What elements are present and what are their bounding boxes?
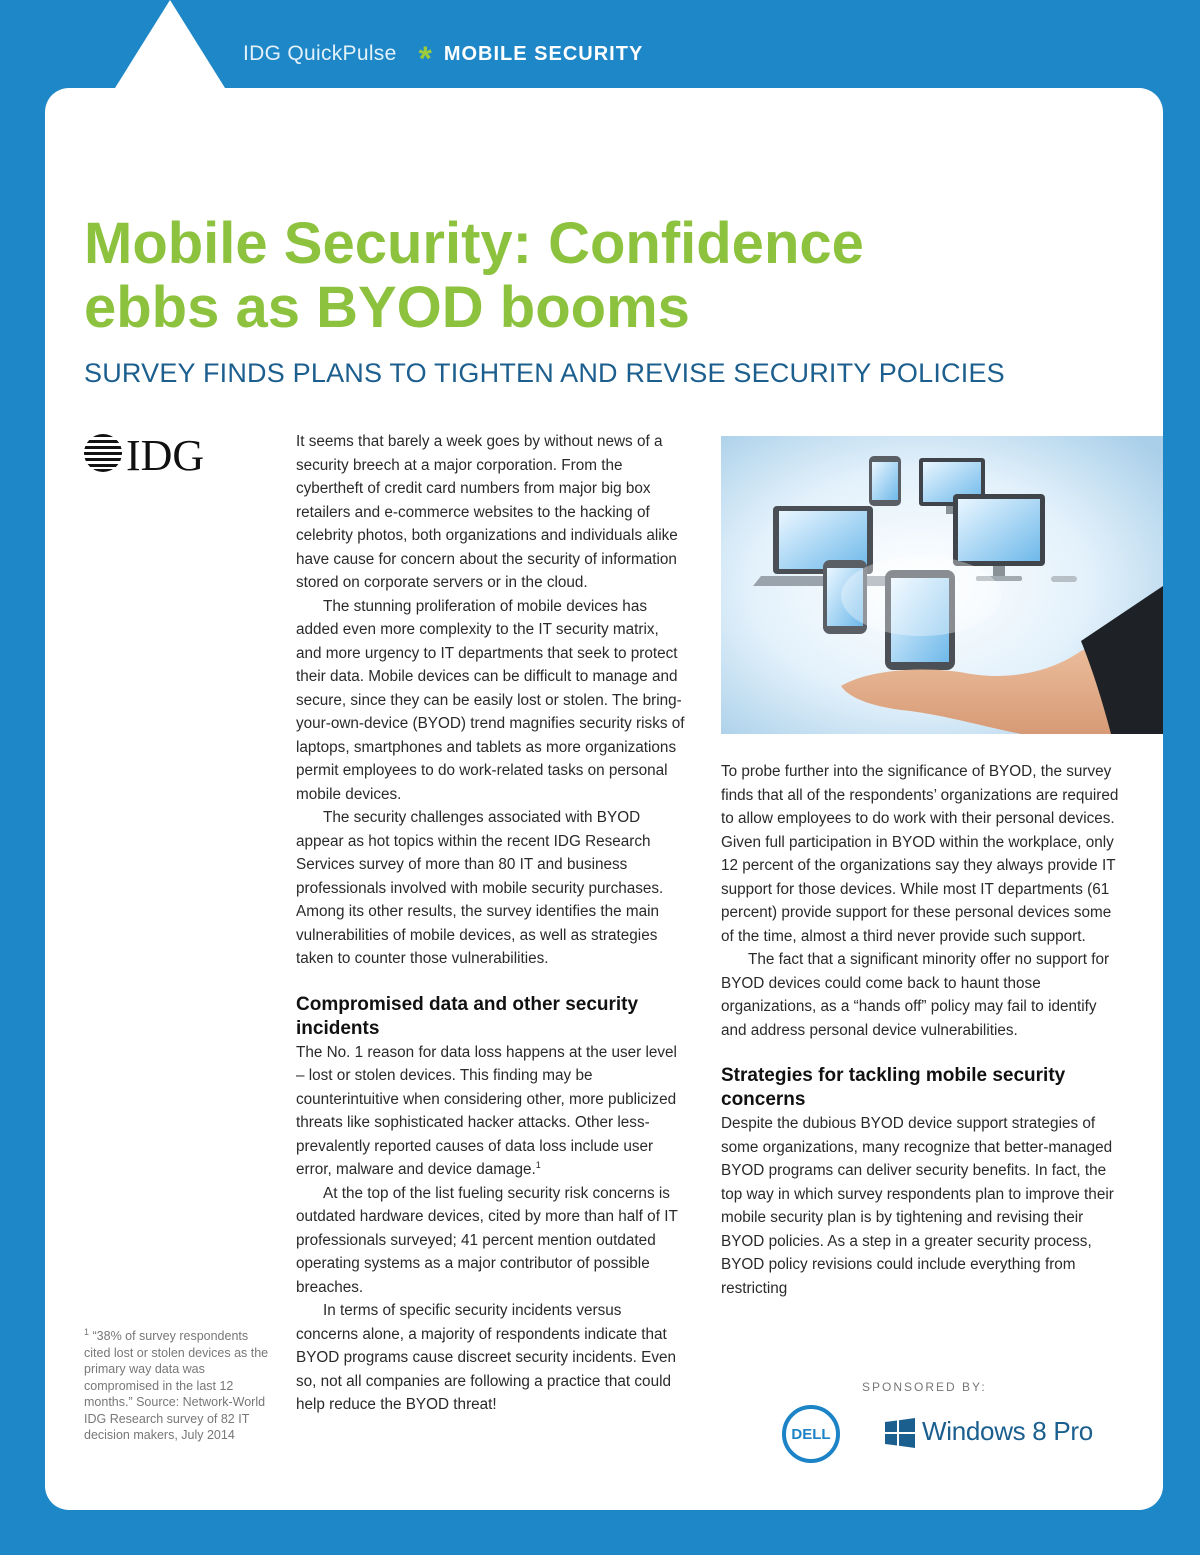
paragraph: To probe further into the significance of BYOD, the survey finds that all of the respondents’ organizations are required to allow employees to do work with their personal devices. Given full participation in BYOD within the workplace, only 12 percent of the organizations say they always provide IT support for those devices. While most IT departments (61 percent) provide support for these personal devices some of the time, almost a third never provide such support. <box>721 763 1119 945</box>
page-title: Mobile Security: Confidence ebbs as BYOD booms <box>84 211 864 340</box>
svg-text:DELL: DELL <box>791 1426 831 1443</box>
paragraph: Despite the dubious BYOD device support strategies of some organizations, many recognize that better-managed BYOD programs can deliver security benefits. In fact, the top way in which survey respondents plan to improve their mobile security plan is by tightening and revising their BYOD policies. As a step in a greater security process, BYOD policy revisions could include everything from restricting <box>721 1115 1114 1297</box>
section-name: MOBILE SECURITY <box>443 42 644 65</box>
section-heading: Compromised data and other security incidents <box>296 993 639 1039</box>
dell-logo[interactable] <box>781 1404 841 1464</box>
header-bar <box>243 40 644 78</box>
article-column-1 <box>296 430 686 1417</box>
section-heading: Strategies for tackling mobile security concerns <box>721 1065 1066 1110</box>
brand-name: IDG QuickPulse <box>243 42 397 65</box>
idg-logo <box>82 432 227 474</box>
paragraph: It seems that barely a week goes by without news of a security breech at a major corporation. From the cybertheft of credit card numbers from major big box retailers and e-commerce websites to the hacking of celebrity photos, both organizations and individuals alike have cause for concern about the security of information stored on corporate servers or in the cloud. <box>296 433 678 591</box>
windows-8-pro-logo[interactable]: Windows 8 Pro <box>922 1416 1093 1446</box>
article-column-2 <box>721 760 1121 1300</box>
paragraph: The security challenges associated with BYOD appear as hot topics within the recent IDG Research Services survey of more than 80 IT and business professionals involved with mobile security purchases. Among its other results, the survey identifies the main vulnerabilities of mobile devices, as well as strategies taken to counter those vulnerabilities. <box>296 809 664 967</box>
windows-logo-icon <box>885 1418 915 1448</box>
svg-text:IDG: IDG <box>126 432 205 474</box>
footnote: $^1$ “38% of survey respondents cited lost or stolen devices as the primary way data was compromised in the last 12 months.” Source: Network-World IDG Research survey of 82 IT decision makers, July 2014 <box>84 1326 269 1442</box>
page-subtitle: SURVEY FINDS PLANS TO TIGHTEN AND REVISE SECURITY POLICIES <box>84 358 1005 388</box>
paragraph: The stunning proliferation of mobile devices has added even more complexity to the IT security matrix, and more urgency to IT departments that seek to protect their data. Mobile devices can be difficult to manage and secure, since they can be easily lost or stolen. The bring-your-own-device (BYOD) trend magnifies security risks of laptops, smartphones and tablets as more organizations permit employees to do work-related tasks on personal mobile devices. <box>296 597 685 803</box>
paragraph: The fact that a significant minority offer no support for BYOD devices could come back to haunt those organizations, as a “hands off” policy may fail to identify and address personal device vulnerabilities. <box>721 951 1110 1039</box>
hero-devices-image <box>721 436 1163 734</box>
header-tab-shape <box>110 0 230 96</box>
paragraph: In terms of specific security incidents versus concerns alone, a majority of respondents indicate that BYOD programs cause discreet security incidents. Even so, not all companies are following a practice that could help reduce the BYOD threat! <box>296 1302 677 1413</box>
paragraph: The No. 1 reason for data loss happens at the user level – lost or stolen devices. This finding may be counterintuitive when considering other, more publicized threats like sophisticated hacker attacks. Other less-prevalently reported causes of data loss include user error, malware and device damage.$^1$ <box>296 1043 677 1178</box>
paragraph: At the top of the list fueling security risk concerns is outdated hardware devices, cited by more than half of IT professionals surveyed; 41 percent mention outdated operating systems as a major contributor of possible breaches. <box>296 1184 678 1296</box>
footnote-ref[interactable]: 1 <box>535 1159 541 1170</box>
sponsored-label: SPONSORED BY: <box>862 1380 987 1394</box>
asterisk-icon: * <box>418 40 432 78</box>
